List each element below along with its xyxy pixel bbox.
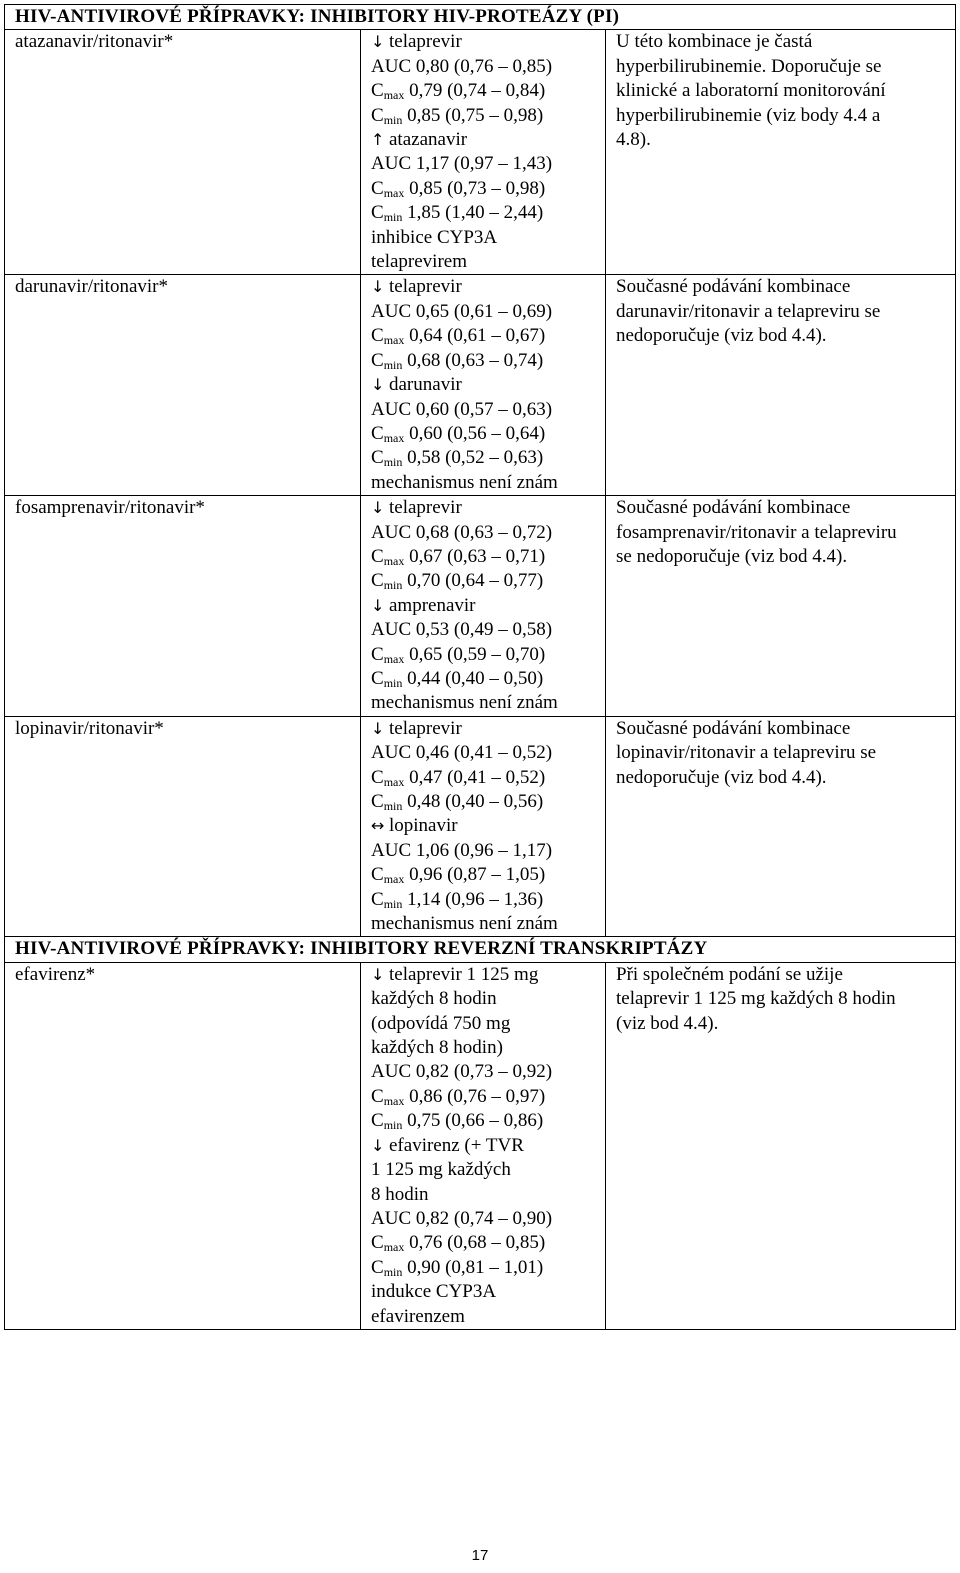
effect-text: AUC 1,06 (0,96 – 1,17) (371, 839, 553, 861)
effect-line (371, 1280, 597, 1304)
pk-param-subscript: min (383, 210, 403, 225)
recommendation (606, 30, 956, 275)
effect-text: 0,47 (0,41 – 0,52) (409, 766, 546, 788)
pk-param-subscript: max (383, 651, 405, 666)
effect-text: 0,64 (0,61 – 0,67) (409, 325, 546, 347)
arrow-down-icon: ↓ (371, 375, 385, 395)
effect-text: každých 8 hodin) (371, 1037, 503, 1059)
recommendation-line: Současné podávání kombinace (616, 497, 851, 519)
effect-text: 0,85 (0,73 – 0,98) (409, 177, 546, 199)
effect-line (371, 275, 597, 299)
effect-text: 0,44 (0,40 – 0,50) (407, 667, 544, 689)
effect-line (371, 814, 597, 838)
effect-line (371, 1060, 597, 1084)
effect-text: 0,68 (0,63 – 0,74) (407, 349, 544, 371)
effect-text: AUC 0,60 (0,57 – 0,63) (371, 398, 553, 420)
effect-line (371, 471, 597, 495)
effect-line (371, 1158, 597, 1182)
pk-param-symbol: C (371, 1256, 384, 1278)
effect-line (371, 201, 597, 225)
drug-name: efavirenz* (5, 962, 361, 1329)
effect-text: mechanismus není znám (371, 913, 558, 935)
effect-text: mechanismus není znám (371, 692, 558, 714)
pk-param-symbol: C (371, 570, 384, 592)
effect-line (371, 594, 597, 618)
effect-line (371, 226, 597, 250)
recommendation-line: hyperbilirubinemie (viz body 4.4 a (616, 104, 881, 126)
recommendation-line: 4.8). (616, 129, 651, 151)
pk-param-symbol: C (371, 1110, 384, 1132)
effect-line (371, 963, 597, 987)
effect-text: 0,48 (0,40 – 0,56) (407, 791, 544, 812)
effect-line (371, 1305, 597, 1329)
effect-text: AUC 0,46 (0,41 – 0,52) (371, 742, 553, 764)
effect-text: AUC 0,68 (0,63 – 0,72) (371, 521, 553, 543)
effect-line (371, 422, 597, 446)
recommendation-line: Při společném podání se užije (616, 963, 843, 985)
drug-name: fosamprenavir/ritonavir* (5, 496, 361, 717)
table-row (5, 30, 956, 275)
effect-line (371, 643, 597, 667)
pk-param-symbol: C (371, 349, 384, 371)
effect-line (371, 618, 597, 642)
effect-line (371, 1256, 597, 1280)
effect-text: (odpovídá 750 mg (371, 1012, 511, 1034)
pk-param-subscript: min (383, 455, 403, 470)
effect-text: darunavir (389, 374, 462, 396)
effect-line (371, 741, 597, 765)
effect-text: AUC 0,65 (0,61 – 0,69) (371, 300, 553, 322)
pk-param-subscript: min (383, 357, 403, 372)
pk-param-symbol: C (371, 177, 384, 199)
effect-line (371, 398, 597, 422)
pk-param-symbol: C (371, 1232, 384, 1254)
pk-param-symbol: C (371, 1085, 384, 1107)
recommendation (606, 496, 956, 717)
pk-param-subscript: max (383, 185, 405, 200)
effect-text: AUC 1,17 (0,97 – 1,43) (371, 153, 553, 175)
effect-line (371, 790, 597, 814)
table-row (5, 716, 956, 937)
effect-line (371, 1231, 597, 1255)
effect-line (371, 691, 597, 715)
effect-text: 0,60 (0,56 – 0,64) (409, 422, 546, 444)
pk-param-symbol: C (371, 104, 384, 126)
effect-line (371, 717, 597, 741)
effect-text: AUC 0,80 (0,76 – 0,85) (371, 55, 553, 77)
recommendation (606, 275, 956, 496)
arrow-down-icon: ↓ (371, 718, 385, 738)
effect-line (371, 987, 597, 1011)
recommendation (606, 962, 956, 1329)
effect-line (371, 569, 597, 593)
pk-param-symbol: C (371, 643, 384, 665)
recommendation-line: (viz bod 4.4). (616, 1012, 719, 1034)
effect-line (371, 766, 597, 790)
page-number: 17 (471, 1547, 489, 1564)
recommendation-line: klinické a laboratorní monitorování (616, 80, 886, 102)
effect-text: 0,86 (0,76 – 0,97) (409, 1085, 546, 1107)
effect-line (371, 1134, 597, 1158)
effect-line (371, 839, 597, 863)
recommendation-line: fosamprenavir/ritonavir a telapreviru (616, 521, 897, 543)
arrow-down-icon: ↓ (371, 1135, 385, 1155)
effect-text: AUC 0,53 (0,49 – 0,58) (371, 619, 553, 641)
effect-line (371, 667, 597, 691)
pk-param-symbol: C (371, 545, 384, 567)
effect-text: efavirenzem (371, 1305, 465, 1327)
effect-line (371, 521, 597, 545)
effect-text: AUC 0,82 (0,74 – 0,90) (371, 1207, 553, 1229)
effect-text: indukce CYP3A (371, 1281, 497, 1303)
pk-param-symbol: C (371, 888, 384, 910)
interaction-effects (361, 275, 606, 496)
drug-name: atazanavir/ritonavir* (5, 30, 361, 275)
recommendation-line: nedoporučuje (viz bod 4.4). (616, 325, 827, 347)
effect-text: 0,85 (0,75 – 0,98) (407, 104, 544, 126)
effect-line (371, 1183, 597, 1207)
arrow-down-icon: ↓ (371, 964, 385, 984)
pk-param-subscript: min (383, 675, 403, 690)
effect-line (371, 324, 597, 348)
interaction-effects (361, 30, 606, 275)
recommendation-line: darunavir/ritonavir a telapreviru se (616, 300, 881, 322)
pk-param-subscript: max (383, 430, 405, 445)
pk-param-symbol: C (371, 422, 384, 444)
recommendation-line: nedoporučuje (viz bod 4.4). (616, 766, 827, 788)
pk-param-symbol: C (371, 80, 384, 102)
pk-param-symbol: C (371, 202, 384, 224)
section-title: HIV-ANTIVIROVÉ PŘÍPRAVKY: INHIBITORY REVERZNÍ TRANSKRIPTÁZY (5, 937, 956, 962)
pk-param-subscript: min (383, 799, 403, 813)
effect-line (371, 177, 597, 201)
effect-line (371, 152, 597, 176)
effect-text: efavirenz (+ TVR (389, 1134, 524, 1156)
effect-text: inhibice CYP3A (371, 226, 498, 248)
effect-text: 0,76 (0,68 – 0,85) (409, 1232, 546, 1254)
effect-text: atazanavir (389, 129, 468, 151)
arrow-left-right-icon: ↔ (371, 816, 385, 836)
recommendation-line: U této kombinace je častá (616, 31, 813, 53)
effect-line (371, 1085, 597, 1109)
interaction-effects (361, 496, 606, 717)
recommendation-line: Současné podávání kombinace (616, 717, 851, 739)
effect-text: telaprevir (389, 497, 462, 519)
pk-param-subscript: max (383, 333, 405, 348)
effect-text: 8 hodin (371, 1183, 429, 1205)
pk-param-subscript: max (383, 88, 405, 103)
effect-text: telaprevir 1 125 mg (389, 963, 539, 985)
recommendation-line: hyperbilirubinemie. Doporučuje se (616, 55, 882, 77)
effect-text: 0,67 (0,63 – 0,71) (409, 545, 546, 567)
table-row (5, 962, 956, 1329)
drug-name: darunavir/ritonavir* (5, 275, 361, 496)
interaction-effects (361, 716, 606, 937)
recommendation-line: lopinavir/ritonavir a telapreviru se (616, 742, 877, 764)
effect-line (371, 912, 597, 936)
effect-line (371, 79, 597, 103)
effect-line (371, 1012, 597, 1036)
effect-line (371, 545, 597, 569)
effect-line (371, 104, 597, 128)
recommendation-line: telaprevir 1 125 mg každých 8 hodin (616, 988, 896, 1010)
section-header-row (5, 5, 956, 30)
pk-param-symbol: C (371, 766, 384, 788)
effect-text: telaprevirem (371, 251, 468, 273)
arrow-down-icon: ↓ (371, 277, 385, 297)
pk-param-symbol: C (371, 667, 384, 689)
arrow-down-icon: ↓ (371, 32, 385, 52)
pk-param-symbol: C (371, 447, 384, 469)
recommendation-line: Současné podávání kombinace (616, 276, 851, 298)
effect-text: telaprevir (389, 717, 462, 739)
pk-param-subscript: min (383, 1118, 403, 1133)
pk-param-subscript: min (383, 112, 403, 127)
pk-param-subscript: max (383, 872, 405, 887)
effect-line (371, 888, 597, 912)
effect-text: telaprevir (389, 31, 462, 53)
effect-text: 0,75 (0,66 – 0,86) (407, 1110, 544, 1132)
effect-text: 0,70 (0,64 – 0,77) (407, 570, 544, 592)
pk-param-subscript: min (383, 896, 403, 911)
effect-line (371, 128, 597, 152)
effect-text: 0,90 (0,81 – 1,01) (407, 1256, 544, 1278)
effect-text: amprenavir (389, 594, 476, 616)
pk-param-symbol: C (371, 325, 384, 347)
effect-line (371, 1207, 597, 1231)
effect-line (371, 349, 597, 373)
pk-param-symbol: C (371, 791, 384, 812)
pk-param-subscript: min (383, 1264, 403, 1279)
effect-text: 1,85 (1,40 – 2,44) (407, 202, 544, 224)
effect-text: AUC 0,82 (0,73 – 0,92) (371, 1061, 553, 1083)
section-header-row (5, 937, 956, 962)
pk-param-subscript: max (383, 1093, 405, 1108)
effect-line (371, 55, 597, 79)
pk-param-subscript: max (383, 553, 405, 568)
pk-param-subscript: max (383, 1240, 405, 1255)
effect-line (371, 30, 597, 54)
table-row (5, 275, 956, 496)
pk-param-symbol: C (371, 864, 384, 886)
effect-text: lopinavir (389, 815, 458, 837)
interaction-effects (361, 962, 606, 1329)
arrow-up-icon: ↑ (371, 130, 385, 150)
effect-text: mechanismus není znám (371, 471, 558, 493)
recommendation-line: se nedoporučuje (viz bod 4.4). (616, 545, 848, 567)
effect-line (371, 250, 597, 274)
interaction-table (4, 4, 956, 1330)
effect-line (371, 1036, 597, 1060)
effect-text: 1 125 mg každých (371, 1159, 511, 1181)
pk-param-subscript: max (383, 774, 405, 789)
effect-text: 0,79 (0,74 – 0,84) (409, 80, 546, 102)
effect-line (371, 863, 597, 887)
section-title: HIV-ANTIVIROVÉ PŘÍPRAVKY: INHIBITORY HIV-PROTEÁZY (PI) (5, 5, 956, 30)
effect-text: 0,96 (0,87 – 1,05) (409, 864, 546, 886)
effect-line (371, 300, 597, 324)
pk-param-subscript: min (383, 578, 403, 593)
effect-text: 0,65 (0,59 – 0,70) (409, 643, 546, 665)
table-row (5, 496, 956, 717)
effect-line (371, 496, 597, 520)
effect-text: každých 8 hodin (371, 988, 497, 1010)
effect-text: 0,58 (0,52 – 0,63) (407, 447, 544, 469)
interaction-table-body (5, 5, 956, 1330)
effect-line (371, 446, 597, 470)
arrow-down-icon: ↓ (371, 498, 385, 518)
arrow-down-icon: ↓ (371, 595, 385, 615)
drug-name: lopinavir/ritonavir* (5, 716, 361, 937)
effect-text: 1,14 (0,96 – 1,36) (407, 888, 544, 910)
effect-line (371, 373, 597, 397)
effect-text: telaprevir (389, 276, 462, 298)
recommendation (606, 716, 956, 937)
effect-line (371, 1109, 597, 1133)
